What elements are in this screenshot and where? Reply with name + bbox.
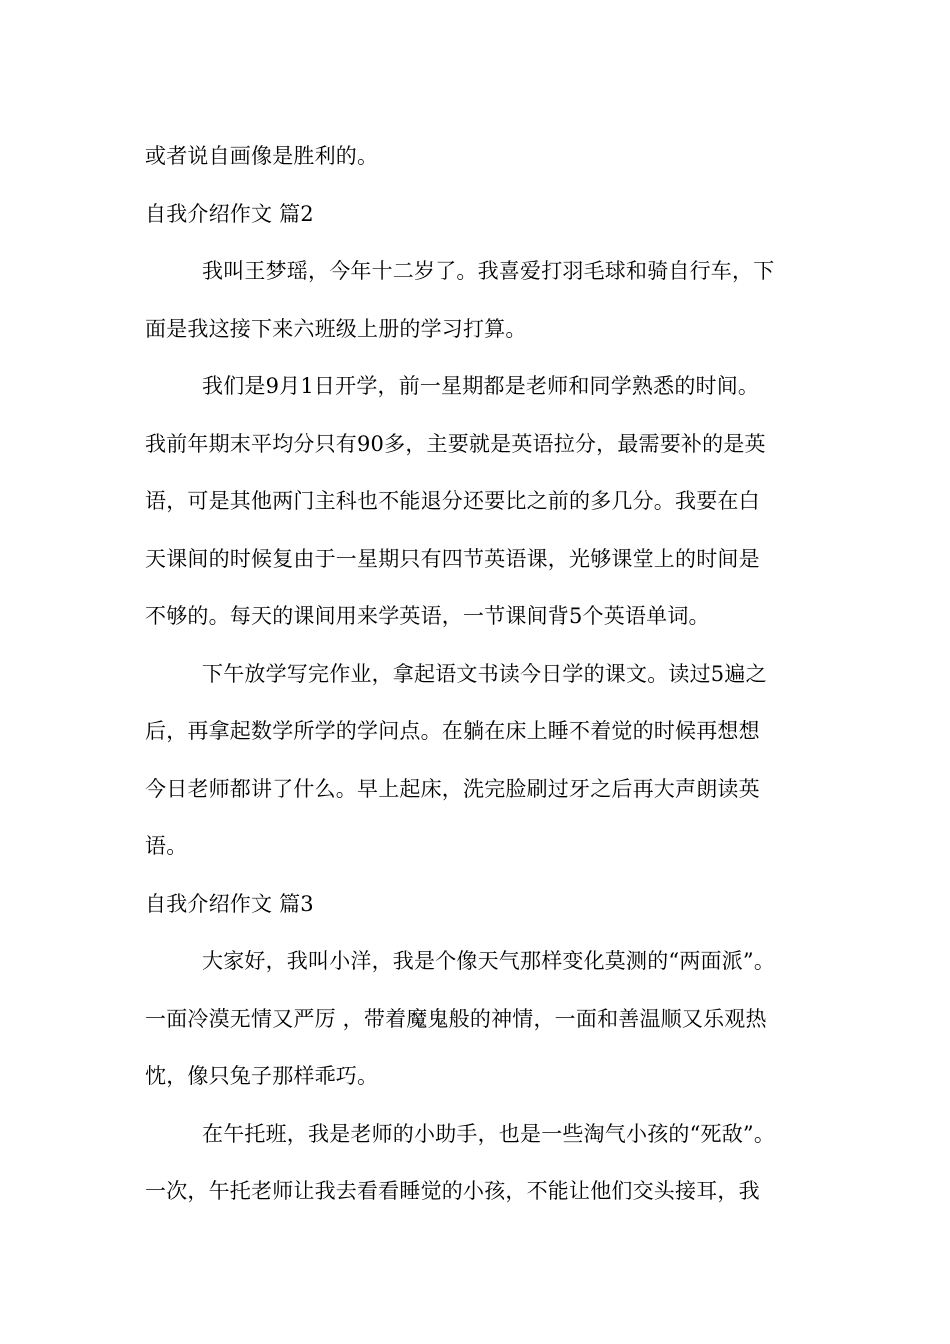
text-line: 面是我这接下来六班级上册的学习打算。 <box>145 316 527 341</box>
text-line: 在午托班，我是老师的小助手，也是一些淘气小孩的“死敌”。 <box>202 1121 776 1146</box>
text-line: 一次，午托老师让我去看看睡觉的小孩，不能让他们交头接耳，我 <box>145 1179 760 1203</box>
text-line: 语。 <box>145 834 188 858</box>
text-line: 我前年期末平均分只有90多，主要就是英语拉分，最需要补的是英 <box>145 431 766 456</box>
document-body <box>145 128 825 1221</box>
text-line: 大家好，我叫小洋，我是个像天气那样变化莫测的“两面派”。 <box>202 949 776 973</box>
text-line: 天课间的时候复由于一星期只有四节英语课，光够课堂上的时间是 <box>145 546 760 571</box>
text-line: 下午放学写完作业，拿起语文书读今日学的课文。读过5遍之 <box>202 661 767 686</box>
text-line: 不够的。每天的课间用来学英语，一节课间背5个英语单词。 <box>145 604 710 628</box>
text-line: 我叫王梦瑶，今年十二岁了。我喜爱打羽毛球和骑自行车，下 <box>202 259 775 283</box>
text-line: 今日老师都讲了什么。早上起床，洗完脸刷过牙之后再大声朗读英 <box>145 776 760 801</box>
text-line: 忱，像只兔子那样乖巧。 <box>145 1064 379 1088</box>
text-line: 或者说自画像是胜利的。 <box>145 144 379 168</box>
text-line: 一面冷漠无情又严厉 ，带着魔鬼般的神情，一面和善温顺又乐观热 <box>145 1006 767 1031</box>
text-line: 后，再拿起数学所学的学问点。在躺在床上睡不着觉的时候再想想 <box>145 719 760 743</box>
text-line: 语，可是其他两门主科也不能退分还要比之前的多几分。我要在白 <box>145 489 760 513</box>
section-heading: 自我介绍作文 篇3 <box>145 891 314 916</box>
section-heading: 自我介绍作文 篇2 <box>145 201 314 226</box>
text-line: 我们是9月1日开学，前一星期都是老师和同学熟悉的时间。 <box>202 374 760 398</box>
